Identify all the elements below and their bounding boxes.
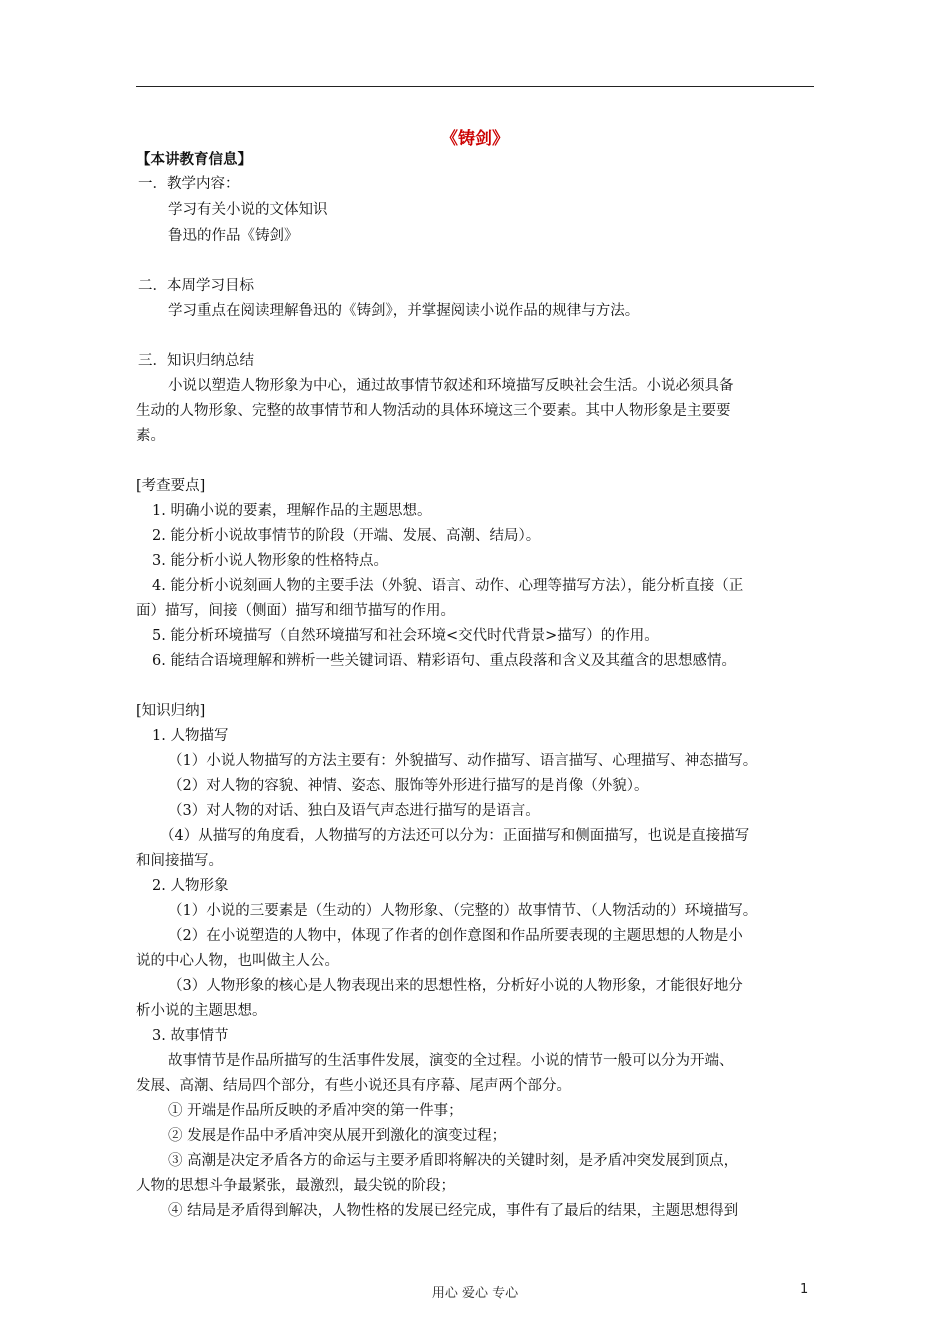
text-line: [考查要点]: [136, 478, 206, 494]
text-line: 4. 能分析小说刻画人物的主要手法（外貌、语言、动作、心理等描写方法），能分析直接（正: [152, 578, 744, 594]
text-line: （4）从描写的角度看，人物描写的方法还可以分为：正面描写和侧面描写，也说是直接描写: [160, 828, 750, 844]
text-line: 学习重点在阅读理解鲁迅的《铸剑》，并掌握阅读小说作品的规律与方法。: [168, 303, 640, 319]
text-line: （2）对人物的容貌、神情、姿态、服饰等外形进行描写的是肖像（外貌）。: [168, 778, 649, 794]
text-line: 学习有关小说的文体知识: [168, 202, 328, 218]
text-line: ③ 高潮是决定矛盾各方的命运与主要矛盾即将解决的关键时刻，是矛盾冲突发展到顶点，: [168, 1153, 739, 1169]
text-line: （1）小说人物描写的方法主要有：外貌描写、动作描写、语言描写、心理描写、神态描写。: [168, 753, 758, 769]
section-header: 【本讲教育信息】: [136, 152, 252, 168]
text-line: 3. 故事情节: [152, 1028, 229, 1044]
text-line: 5. 能分析环境描写（自然环境描写和社会环境<交代时代背景>描写）的作用。: [152, 628, 659, 644]
text-line: 2. 能分析小说故事情节的阶段（开端、发展、高潮、结局）。: [152, 528, 541, 544]
text-line: 1. 明确小说的要素，理解作品的主题思想。: [152, 503, 432, 519]
text-line: 6. 能结合语境理解和辨析一些关键词语、精彩语句、重点段落和含义及其蕴含的思想感情。: [152, 653, 736, 669]
text-line: 二．本周学习目标: [138, 278, 254, 294]
text-line: 故事情节是作品所描写的生活事件发展，演变的全过程。小说的情节一般可以分为开端、: [168, 1053, 734, 1069]
page-footer: 用心 爱心 专心: [431, 1286, 519, 1301]
text-line: 发展、高潮、结局四个部分，有些小说还具有序幕、尾声两个部分。: [136, 1078, 571, 1094]
text-line: 说的中心人物，也叫做主人公。: [136, 953, 339, 969]
text-line: 生动的人物形象、完整的故事情节和人物活动的具体环境这三个要素。其中人物形象是主要要: [136, 403, 731, 419]
text-line: [知识归纳]: [136, 703, 206, 719]
header-rule: [136, 86, 814, 87]
text-line: 1. 人物描写: [152, 728, 229, 744]
text-line: （1）小说的三要素是（生动的）人物形象、（完整的）故事情节、（人物活动的）环境描写。: [168, 903, 758, 919]
text-line: 小说以塑造人物形象为中心，通过故事情节叙述和环境描写反映社会生活。小说必须具备: [168, 378, 734, 394]
document-title: 《铸剑》: [441, 129, 509, 149]
text-line: ① 开端是作品所反映的矛盾冲突的第一件事；: [168, 1103, 463, 1119]
text-line: 一．教学内容：: [138, 176, 240, 192]
text-line: 和间接描写。: [136, 853, 223, 869]
text-line: （3）对人物的对话、独白及语气声态进行描写的是语言。: [168, 803, 540, 819]
text-line: 面）描写，间接（侧面）描写和细节描写的作用。: [136, 603, 455, 619]
text-line: 析小说的主题思想。: [136, 1003, 267, 1019]
page-number: 1: [800, 1282, 809, 1297]
text-line: 2. 人物形象: [152, 878, 229, 894]
text-line: （2）在小说塑造的人物中，体现了作者的创作意图和作品所要表现的主题思想的人物是小: [168, 928, 743, 944]
text-line: （3）人物形象的核心是人物表现出来的思想性格，分析好小说的人物形象，才能很好地分: [168, 978, 743, 994]
text-line: 人物的思想斗争最紧张，最激烈，最尖锐的阶段；: [136, 1178, 455, 1194]
text-line: ② 发展是作品中矛盾冲突从展开到激化的演变过程；: [168, 1128, 507, 1144]
text-line: ④ 结局是矛盾得到解决，人物性格的发展已经完成，事件有了最后的结果，主题思想得到: [168, 1203, 739, 1219]
text-line: 3. 能分析小说人物形象的性格特点。: [152, 553, 388, 569]
text-line: 素。: [136, 428, 165, 444]
text-line: 鲁迅的作品《铸剑》: [168, 228, 299, 244]
text-line: 三．知识归纳总结: [138, 353, 254, 369]
